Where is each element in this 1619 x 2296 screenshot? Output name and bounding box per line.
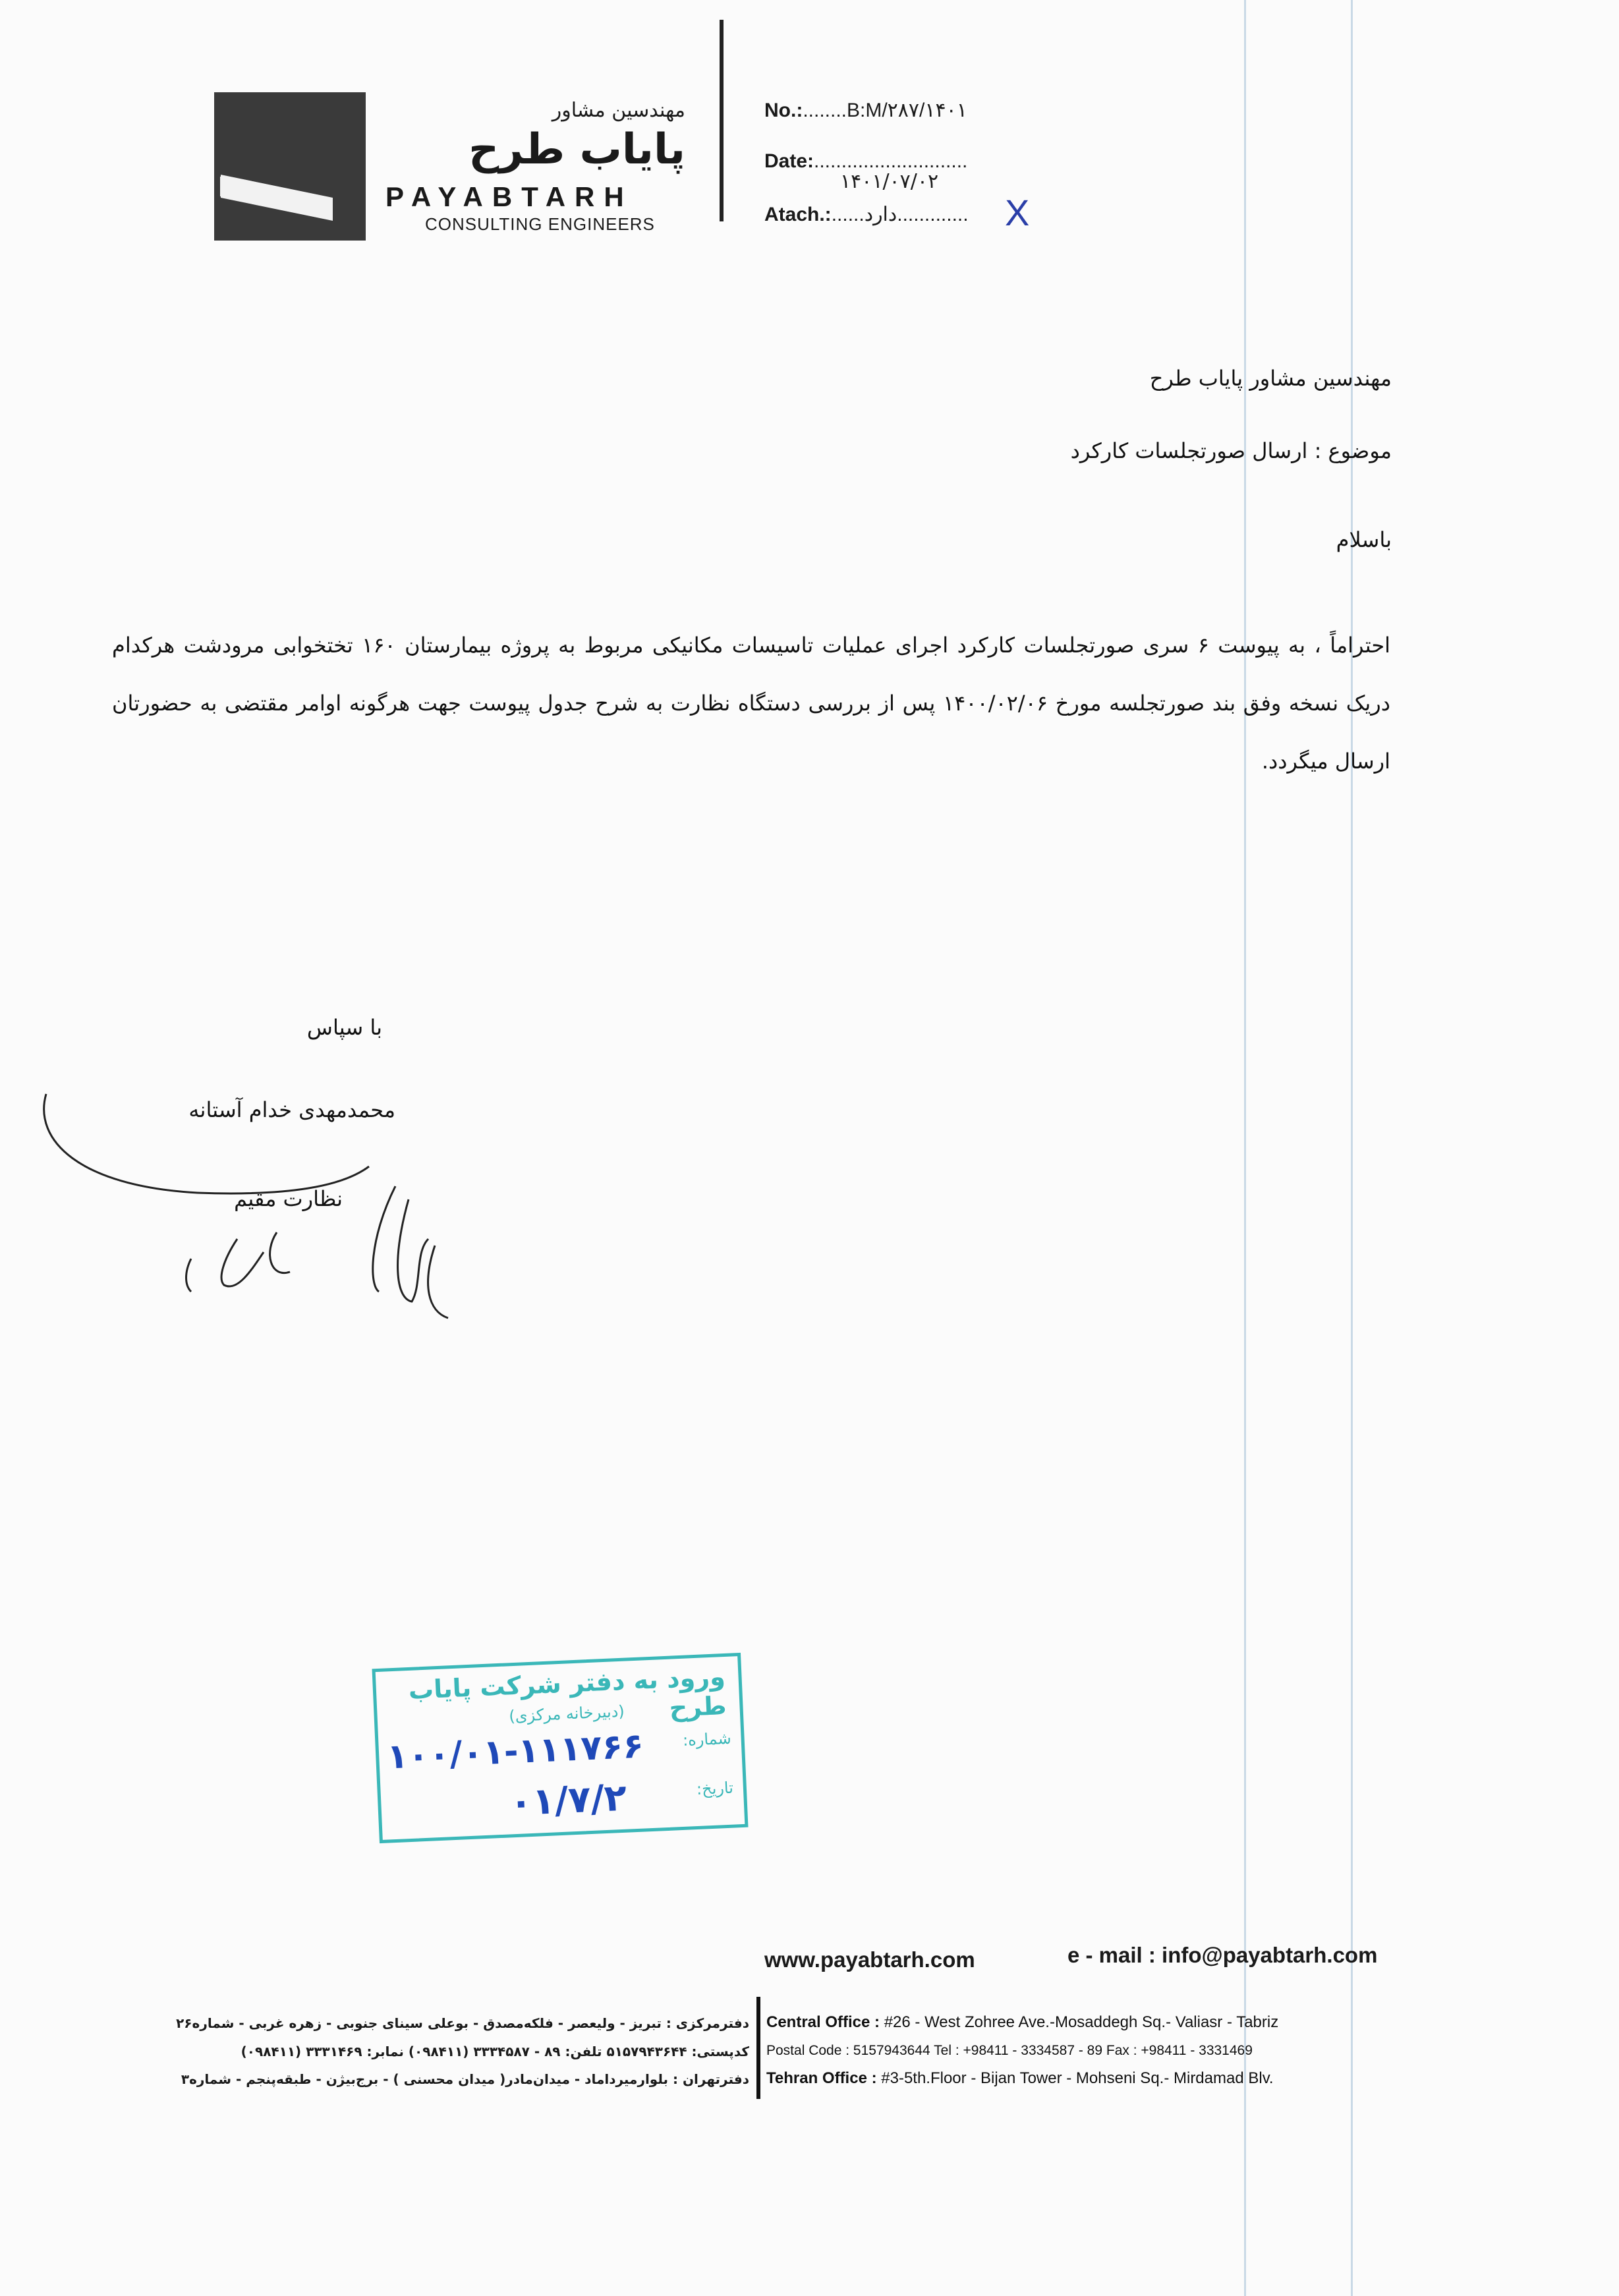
stamp-number-value: ۱۰۰/۰۱-۱۱۱۷۶۶ xyxy=(386,1726,645,1777)
ref-attach-value: ......دارد............. xyxy=(831,204,969,225)
ref-no-value: ........B:M/۲۸۷/۱۴۰۱ xyxy=(803,100,967,121)
payabtarh-logo xyxy=(214,92,366,241)
signer-title: نظارت مقیم xyxy=(234,1186,343,1211)
footer-fa-tehran: دفترتهران : بلوارمیرداماد - میدان‌مادر( میدان محسنی ) - برج‌بیژن - طبقه‌پنجم - شماره۳ xyxy=(181,2071,749,2087)
central-office-label: Central Office : xyxy=(766,2013,880,2031)
ref-attach-label: Atach.: xyxy=(764,204,832,225)
tehran-office-address xyxy=(766,2069,1274,2088)
signer-name: محمدمهدی خدام آستانه xyxy=(188,1097,395,1122)
firm-subtitle-en: CONSULTING ENGINEERS xyxy=(425,214,655,234)
ref-no-label: No.: xyxy=(764,100,803,121)
firm-subtitle-fa: مهندسین مشاور xyxy=(552,99,685,122)
stamp-date-value: ۰۱/۷/۲ xyxy=(509,1776,628,1825)
addressee: مهندسین مشاور پایاب طرح xyxy=(1149,366,1392,391)
reference-date xyxy=(764,150,967,173)
reference-number xyxy=(764,99,967,122)
handwritten-signature xyxy=(26,1087,488,1351)
reference-attachment xyxy=(764,203,969,226)
firm-name-en: PAYABTARH xyxy=(385,181,633,212)
stamp-number-label: شماره: xyxy=(682,1729,732,1750)
receipt-stamp xyxy=(372,1653,748,1843)
attachment-check-mark: X xyxy=(1005,192,1030,233)
stamp-date-label: تاریخ: xyxy=(696,1778,734,1799)
central-office-address xyxy=(766,2013,1278,2032)
closing: با سپاس xyxy=(306,1015,382,1040)
postal-phone-line: Postal Code : 5157943644 Tel : +98411 - 3334587 - 89 Fax : +98411 - 3331469 xyxy=(766,2043,1253,2058)
stamp-subtitle: (دبیرخانه مرکزی) xyxy=(508,1702,625,1726)
stamp-title: ورود به دفتر شرکت پایاب طرح xyxy=(408,1661,727,1723)
tehran-office-text: #3-5th.Floor - Bijan Tower - Mohseni Sq.- Mirdamad Blv. xyxy=(881,2069,1274,2087)
footer-fa-central: دفترمرکزی : تبریز - ولیعصر - فلکه‌مصدق - بوعلی سینای جنوبی - زهره غربی - شماره۲۶ xyxy=(176,2015,749,2031)
central-office-text: #26 - West Zohree Ave.-Mosaddegh Sq.- Valiasr - Tabriz xyxy=(884,2013,1279,2031)
tehran-office-label: Tehran Office : xyxy=(766,2069,877,2087)
website-link[interactable]: www.payabtarh.com xyxy=(764,1947,975,1972)
ref-date-value: ۱۴۰۱/۰۷/۰۲ xyxy=(840,170,939,193)
email-link[interactable]: e - mail : info@payabtarh.com xyxy=(1067,1943,1378,1967)
ref-date-dots: ............................ xyxy=(814,150,968,172)
firm-name-fa: پایاب طرح xyxy=(469,125,685,174)
footer-fa-postal: کدپستی: ۵۱۵۷۹۴۳۶۴۴ تلفن: ۸۹ - ۳۳۳۴۵۸۷ (۰۹۸۴۱۱) نمابر: ۳۳۳۱۴۶۹ (۰۹۸۴۱۱) xyxy=(241,2044,749,2059)
greeting: باسلام xyxy=(1336,527,1392,552)
footer-divider xyxy=(756,1997,760,2099)
header-divider xyxy=(720,20,724,221)
letter-paragraph: احتراماً ، به پیوست ۶ سری صورتجلسات کارکرد اجرای عملیات تاسیسات مکانیکی مربوط به پروژه بیمارستان ۱۶۰ تختخوابی مرودشت هرکدام دریک نسخه وفق بند صورتجلسه مورخ ۱۴۰۰/۰۲/۰۶ پس از بررسی دستگاه نظارت به شرح جدول پیوست جهت هرگونه اوامر مقتضی به حضورتان ارسال میگردد. xyxy=(112,633,1391,774)
ref-date-label: Date: xyxy=(764,150,814,172)
subject-line: موضوع : ارسال صورتجلسات کارکرد xyxy=(1070,438,1392,463)
